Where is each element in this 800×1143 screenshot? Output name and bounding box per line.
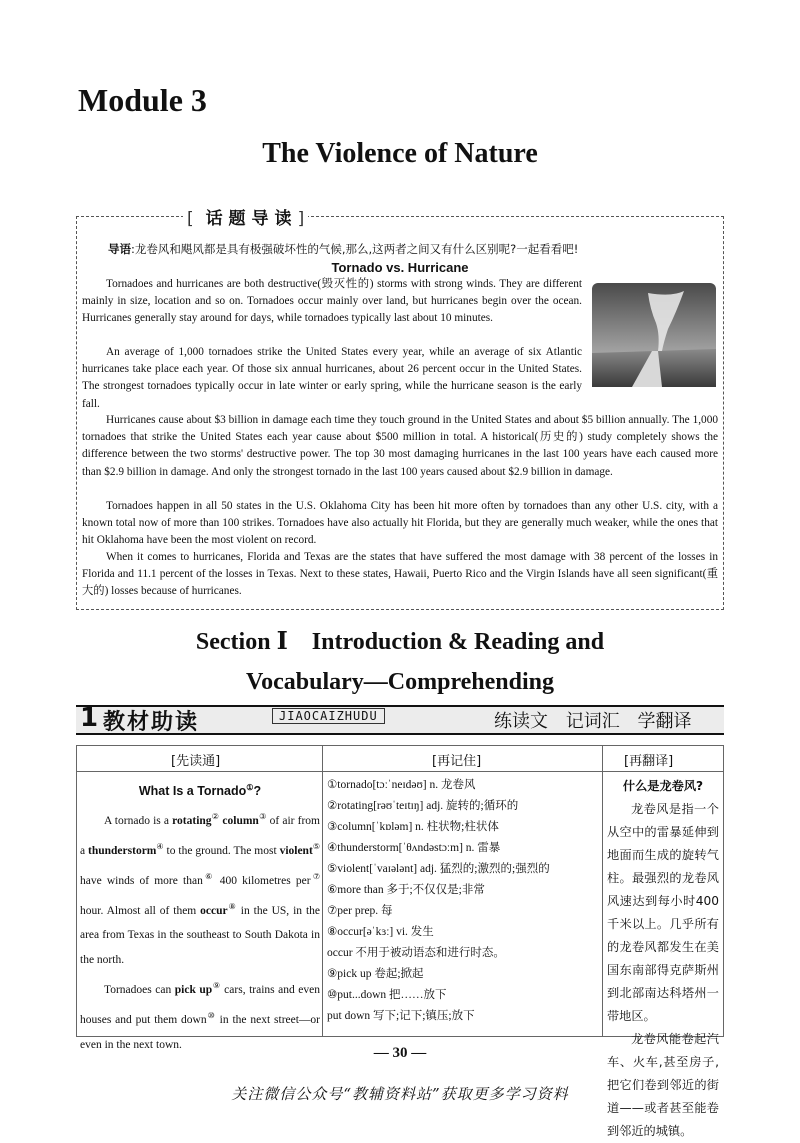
topic-label: [ 话题导读] (183, 204, 308, 229)
module-title: Module 3 (78, 82, 207, 118)
tornado-photo (592, 283, 716, 387)
vocab-item: ⑨pick up 卷起;掀起 (327, 968, 424, 980)
footer-note: 关注微信公众号“教辅资料站”获取更多学习资料 (231, 1085, 569, 1103)
page-number: — 30 — (373, 1045, 427, 1061)
banner-pinyin: JIAOCAIZHUDU (272, 708, 385, 724)
column-header-translate: [再翻译] (624, 754, 674, 769)
section-title (0, 622, 800, 702)
vocab-note: put down 写下;记下;镇压;放下 (327, 1010, 475, 1022)
vocab-note: occur 不用于被动语态和进行时态。 (327, 947, 505, 959)
article-paragraph: An average of 1,000 tornadoes strike the United States every year, while an average of six Atlantic hurricanes take place each year. Of those six annual hurricanes, about 26 percent occur in the United States. The strongest tornadoes typically occur in late winter or early spring, while the hurricane season is the early fall. (82, 346, 582, 410)
translation-title: 什么是龙卷风? (622, 779, 704, 793)
vocab-item: ⑥more than 多于;不仅仅是;非常 (327, 884, 485, 896)
banner-slogan: 练读文 记词汇 学翻译 (494, 711, 692, 732)
article-paragraph: Hurricanes cause about $3 billion in damage each time they touch ground in the United States and about $5 billion annually. The 1,000 tornadoes that strike the United States each year cause about $500 million in total. A historical(历史的) study completely shows the difference between the two storms' destructive power. The top 30 most damaging hurricanes in the last 100 years have each caused more than $2.9 billion in damage. And only the strongest tornado in the last 100 years caused about $2.9 billion in damage. (82, 414, 718, 478)
translation-paragraph: 龙卷风是指一个从空中的雷暴延伸到地面而生成的旋转气柱。最强烈的龙卷风风速达到每小时400千米以上。几乎所有的龙卷风都发生在美国东南部得克萨斯州到北部南达科塔州一带地区。 (607, 802, 719, 1023)
vocab-item: ④thunderstorm[ˈθʌndəstɔːm] n. 雷暴 (327, 842, 501, 854)
section-title-line2: Vocabulary—Comprehending (245, 669, 555, 695)
section-title-line1: Section Ⅰ Introduction & Reading and (195, 629, 605, 655)
banner-number: 1 (80, 703, 99, 733)
vocab-item: ⑩put...down 把……放下 (327, 989, 447, 1001)
article-paragraph: Tornadoes happen in all 50 states in the U.S. Oklahoma City has been hit more often by tornadoes than any other U.S. city, with a known total now of more than 100 strikes. Tornadoes have also actually hit Florida, but they are generally much weaker, while the ones that hit Oklahoma have been the most violent on record. (82, 500, 718, 547)
vocabulary-column (327, 775, 602, 1027)
guide-intro (108, 241, 578, 257)
article-title: Tornado vs. Hurricane (331, 260, 469, 275)
table-divider (602, 745, 603, 1037)
vocab-item: ⑦per prep. 每 (327, 905, 393, 917)
vocab-item: ①tornado[tɔːˈneɪdəʊ] n. 龙卷风 (327, 779, 476, 791)
vocab-item: ③column[ˈkɒləm] n. 柱状物;柱状体 (327, 821, 499, 833)
vocab-item: ⑧occur[əˈkɜː] vi. 发生 (327, 926, 434, 938)
vocab-item: ⑤violent[ˈvaɪələnt] adj. 猛烈的;激烈的;强烈的 (327, 863, 550, 875)
guide-prefix: 导语 (108, 242, 131, 256)
topic-label-text: 话题导读 (205, 209, 298, 229)
guide-text: :龙卷风和飓风都是具有极强破坏性的气候,那么,这两者之间又有什么区别呢?一起看看吧! (131, 242, 579, 256)
article-paragraph: When it comes to hurricanes, Florida and Texas are the states that have suffered the most damage with 38 percent of the losses in Florida and 11.1 percent of the losses in Texas. Next to these states, Hawaii, Puerto Rico and the Virgin Islands have all seen significant(重大的) losses because of hurricanes. (82, 551, 718, 598)
reading-title: What Is a Tornado①? (138, 783, 262, 799)
column-header-read: [先读通] (171, 754, 221, 769)
reading-column (80, 775, 320, 1058)
banner-title: 教材助读 (103, 710, 200, 735)
table-divider (322, 745, 323, 1037)
translation-paragraph: 龙卷风能卷起汽车、火车,甚至房子,把它们卷到邻近的街道——或者甚至能卷到邻近的城镇。 (607, 1032, 719, 1138)
chapter-title: The Violence of Nature (262, 138, 538, 169)
table-header-divider (76, 771, 724, 772)
vocab-item: ②rotating[rəʊˈteɪtɪŋ] adj. 旋转的;循环的 (327, 800, 519, 812)
article-paragraph: Tornadoes and hurricanes are both destructive(毁灭性的) storms with strong winds. They are different mainly in size, location and so on. Tornadoes occur mainly over land, but hurricanes begin over the ocean. Hurricanes generally stay around for days, while tornadoes typically last about 10 minutes. (82, 278, 582, 325)
reading-paragraph: Tornadoes can pick up⑨ cars, trains and even houses and put them down⑩ in the next street—or even in the next town. (80, 981, 321, 1052)
reading-paragraph: A tornado is a rotating② column③ of air from a thunderstorm④ to the ground. The most violent⑤ have winds of more than⑥ 400 kilometres per⑦ hour. Almost all of them occur⑧ in the US, in the area from Texas in the southeast to South Dakota in the north. (80, 812, 321, 967)
column-header-memorize: [再记住] (432, 754, 482, 769)
